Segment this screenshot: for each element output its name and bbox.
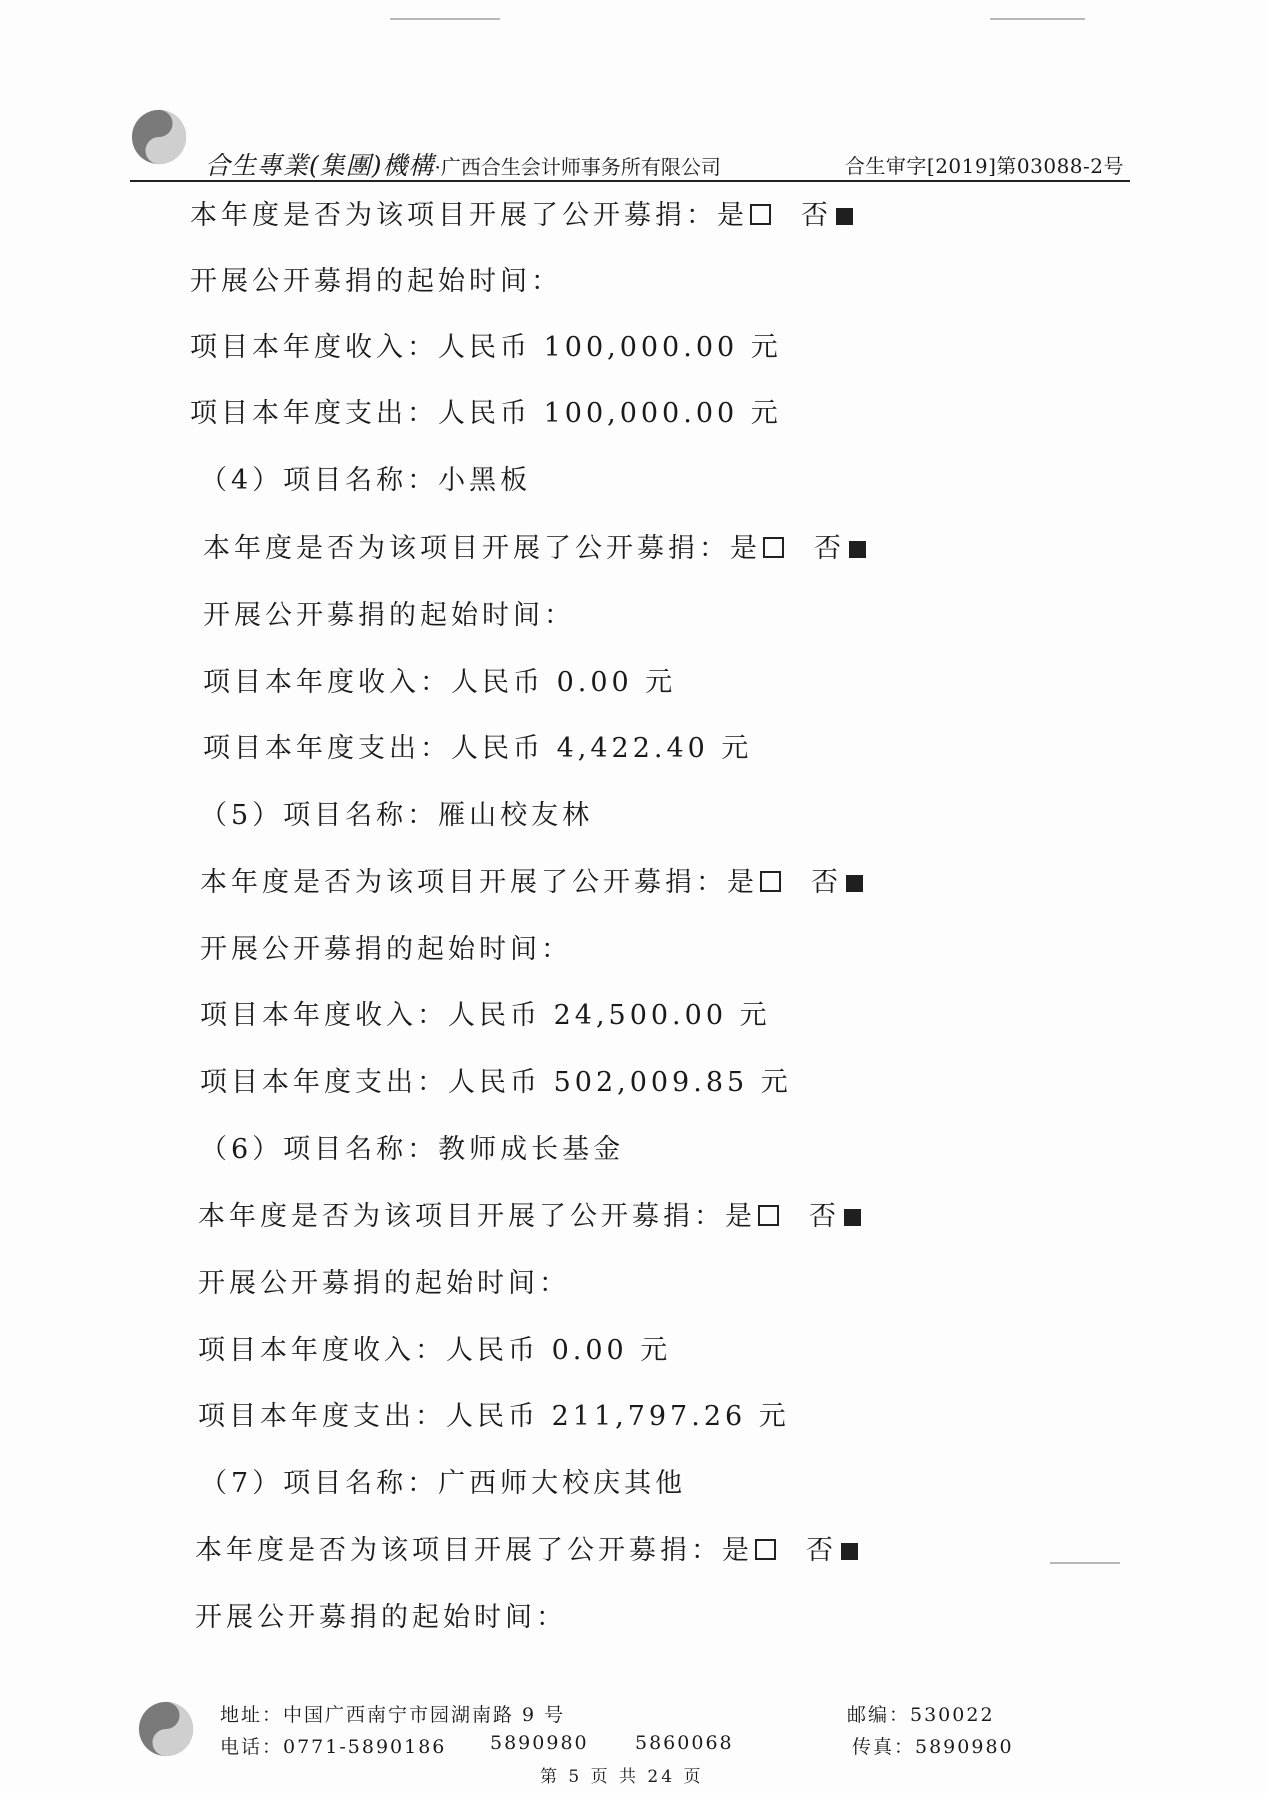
line-text: 否 — [806, 1535, 837, 1566]
fundraising-question — [203, 533, 866, 565]
line-text: 本年度是否为该项目开展了公开募捐：是 — [190, 200, 748, 231]
fundraising-question — [198, 1201, 861, 1233]
firm-logo-icon — [137, 1700, 195, 1758]
checkbox-yes-unchecked — [758, 1205, 779, 1226]
firm-phone-3: 5860068 — [635, 1732, 734, 1754]
project-expense: 项目本年度支出：人民币 502,009.85 元 — [200, 1067, 792, 1098]
line-text: 本年度是否为该项目开展了公开募捐：是 — [195, 1535, 753, 1566]
checkbox-no-checked — [836, 208, 853, 225]
fundraising-question — [200, 867, 863, 899]
project-income: 项目本年度收入：人民币 0.00 元 — [203, 667, 677, 698]
scan-artifact — [1050, 1562, 1120, 1564]
firm-fax: 传真：5890980 — [852, 1736, 1014, 1758]
line-text: 否 — [809, 1201, 840, 1232]
line-text: 本年度是否为该项目开展了公开募捐：是 — [198, 1201, 756, 1232]
checkbox-no-checked — [849, 541, 866, 558]
project-name: （6）项目名称：教师成长基金 — [200, 1134, 625, 1165]
project-expense: 项目本年度支出：人民币 211,797.26 元 — [198, 1401, 790, 1432]
checkbox-yes-unchecked — [750, 204, 771, 225]
project-expense: 项目本年度支出：人民币 100,000.00 元 — [190, 398, 782, 429]
checkbox-no-checked — [846, 875, 863, 892]
checkbox-yes-unchecked — [763, 537, 784, 558]
project-income: 项目本年度收入：人民币 24,500.00 元 — [200, 1000, 771, 1031]
project-income: 项目本年度收入：人民币 100,000.00 元 — [190, 332, 782, 363]
checkbox-yes-unchecked — [760, 871, 781, 892]
line-text: 本年度是否为该项目开展了公开募捐：是 — [203, 533, 761, 564]
line-text: 否 — [801, 200, 832, 231]
project-expense: 项目本年度支出：人民币 4,422.40 元 — [203, 733, 753, 764]
fundraising-start-time: 开展公开募捐的起始时间： — [203, 600, 575, 631]
scan-artifact — [990, 18, 1085, 20]
firm-address: 地址：中国广西南宁市园湖南路 9 号 — [220, 1704, 566, 1726]
project-name: （5）项目名称：雁山校友林 — [200, 800, 594, 831]
checkbox-no-checked — [844, 1209, 861, 1226]
letterhead — [130, 108, 1130, 188]
line-text: 否 — [814, 533, 845, 564]
firm-name — [205, 146, 721, 182]
fundraising-question — [190, 200, 853, 232]
scan-artifact — [390, 18, 500, 20]
fundraising-start-time: 开展公开募捐的起始时间： — [198, 1268, 570, 1299]
audit-reference-number: 合生审字[2019]第03088-2号 — [844, 154, 1124, 178]
project-name: （7）项目名称：广西师大校庆其他 — [200, 1468, 687, 1499]
firm-postcode: 邮编：530022 — [847, 1704, 995, 1726]
checkbox-yes-unchecked — [755, 1539, 776, 1560]
fundraising-start-time: 开展公开募捐的起始时间： — [200, 934, 572, 965]
project-name: （4）项目名称：小黑板 — [200, 465, 532, 496]
line-text: 本年度是否为该项目开展了公开募捐：是 — [200, 867, 758, 898]
letterhead-footer — [135, 1700, 1135, 1790]
page-number: 第 5 页 共 24 页 — [540, 1767, 704, 1787]
firm-logo-icon — [130, 108, 188, 166]
firm-phone-2: 5890980 — [490, 1732, 589, 1754]
firm-brand: 合生專業(集團)機構 — [205, 151, 435, 180]
fundraising-question — [195, 1535, 858, 1567]
fundraising-start-time: 开展公开募捐的起始时间： — [190, 266, 562, 297]
project-income: 项目本年度收入：人民币 0.00 元 — [198, 1335, 672, 1366]
firm-company: ·广西合生会计师事务所有限公司 — [434, 155, 721, 179]
checkbox-no-checked — [841, 1543, 858, 1560]
firm-phone: 电话：0771-5890186 — [220, 1736, 447, 1758]
line-text: 否 — [811, 867, 842, 898]
header-divider — [130, 180, 1130, 182]
fundraising-start-time: 开展公开募捐的起始时间： — [195, 1602, 567, 1633]
